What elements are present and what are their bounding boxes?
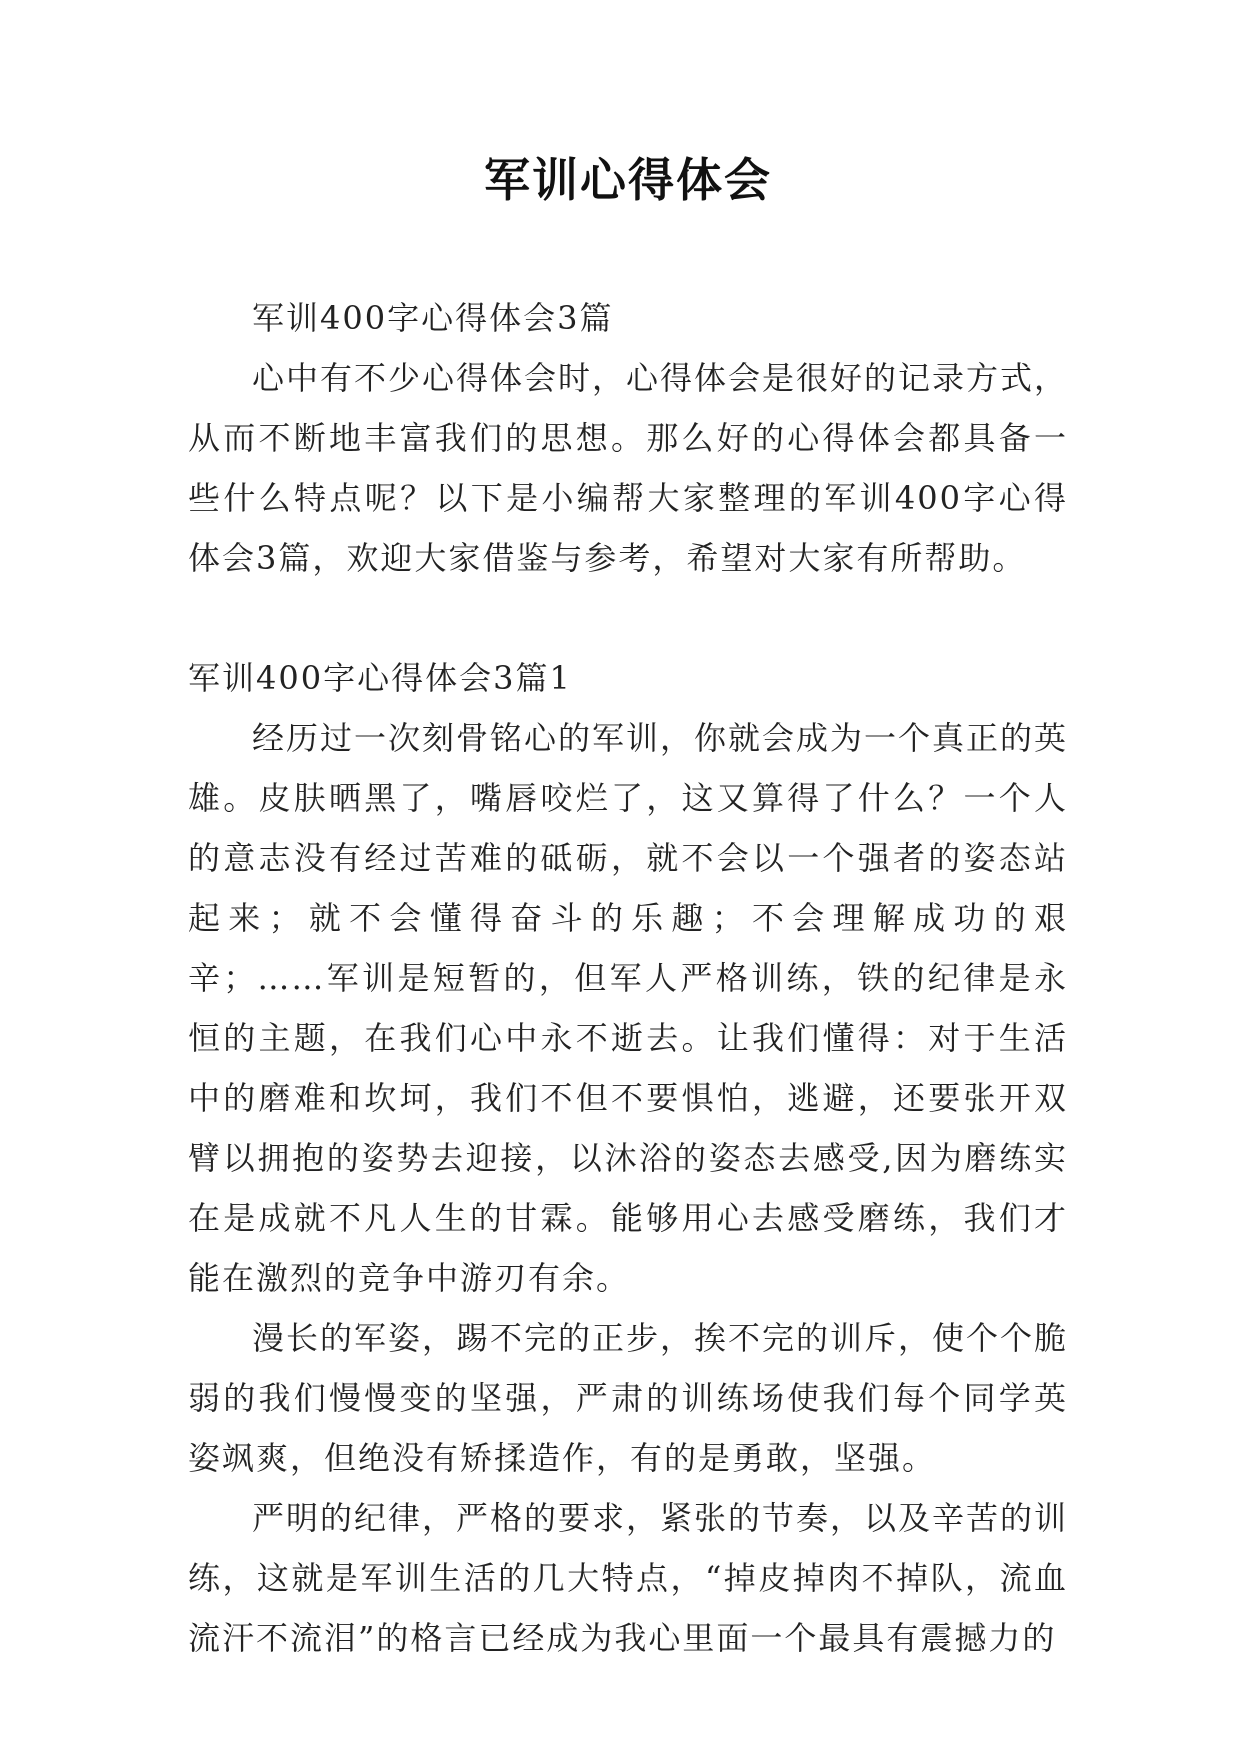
body-paragraph-3: 严明的纪律，严格的要求，紧张的节奏，以及辛苦的训练，这就是军训生活的几大特点，“掉皮掉肉不掉队，流血流汗不流泪”的格言已经成为我心里面一个最具有震撼力的 — [188, 1499, 1069, 1657]
document-subtitle: 军训400字心得体会3篇 — [252, 299, 614, 337]
paragraph-spacer — [188, 588, 1068, 648]
body-paragraph-2: 漫长的军姿，踢不完的正步，挨不完的训斥，使个个脆弱的我们慢慢变的坚强，严肃的训练场使我们每个同学英姿飒爽，但绝没有矫揉造作，有的是勇敢，坚强。 — [188, 1319, 1069, 1477]
document-body — [188, 288, 1068, 1668]
intro-paragraph: 心中有不少心得体会时，心得体会是很好的记录方式，从而不断地丰富我们的思想。那么好的心得体会都具备一些什么特点呢？以下是小编帮大家整理的军训400字心得体会3篇，欢迎大家借鉴与参考，希望对大家有所帮助。 — [188, 359, 1069, 577]
document-title: 军训心得体会 — [484, 153, 772, 207]
section-heading: 军训400字心得体会3篇1 — [188, 659, 572, 697]
body-paragraph-1: 经历过一次刻骨铭心的军训，你就会成为一个真正的英雄。皮肤晒黑了，嘴唇咬烂了，这又算得了什么？一个人的意志没有经过苦难的砥砺，就不会以一个强者的姿态站起来；就不会懂得奋斗的乐趣；不会理解成功的艰辛；……军训是短暂的，但军人严格训练，铁的纪律是永恒的主题，在我们心中永不逝去。让我们懂得：对于生活中的磨难和坎坷，我们不但不要惧怕，逃避，还要张开双臂以拥抱的姿势去迎接，以沐浴的姿态去感受,因为磨练实在是成就不凡人生的甘霖。能够用心去感受磨练，我们才能在激烈的竞争中游刃有余。 — [188, 719, 1069, 1297]
